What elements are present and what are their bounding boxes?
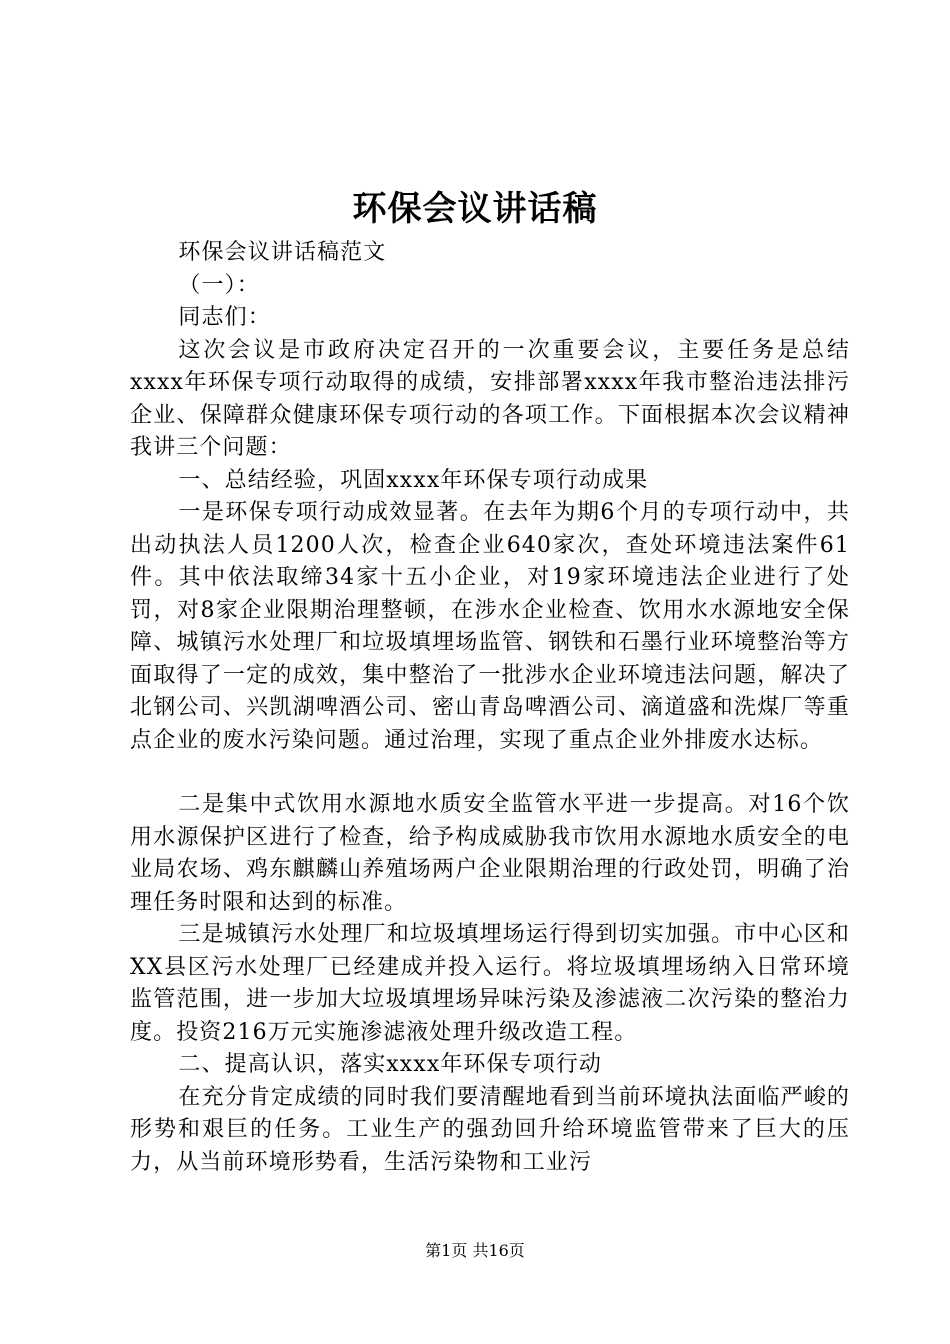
section-marker-paragraph: （一）： [178, 272, 260, 298]
document-body [130, 237, 850, 1179]
document-title: 环保会议讲话稿 [352, 189, 598, 229]
salutation-paragraph: 同志们： [178, 305, 271, 330]
subtitle-paragraph: 环保会议讲话稿范文 [178, 240, 387, 265]
page-number-footer: 第1页 共16页 [425, 1241, 525, 1260]
achievement-two-paragraph: 二是集中式饮用水源地水质安全监管水平进一步提高。对16个饮用水源保护区进行了检查，给予构成威胁我市饮用水源地水质安全的电业局农场、鸡东麒麟山养殖场两户企业限期治理的行政处罚，明确了治理任务时限和达到的标准。 [130, 792, 850, 915]
intro-paragraph: 这次会议是市政府决定召开的一次重要会议，主要任务是总结xxxx年环保专项行动取得的成绩，安排部署xxxx年我市整治违法排污企业、保障群众健康环保专项行动的各项工作。下面根据本次会议精神我讲三个问题： [130, 337, 850, 460]
achievement-one-paragraph: 一是环保专项行动成效显著。在去年为期6个月的专项行动中，共出动执法人员1200人次，检查企业640家次，查处环境违法案件61件。其中依法取缔34家十五小企业，对19家环境违法企业进行了处罚，对8家企业限期治理整顿，在涉水企业检查、饮用水水源地安全保障、城镇污水处理厂和垃圾填埋场监管、钢铁和石墨行业环境整治等方面取得了一定的成效，集中整治了一批涉水企业环境违法问题，解决了北钢公司、兴凯湖啤酒公司、密山青岛啤酒公司、滴道盛和洗煤厂等重点企业的废水污染问题。通过治理，实现了重点企业外排废水达标。 [130, 500, 850, 753]
achievement-three-paragraph: 三是城镇污水处理厂和垃圾填埋场运行得到切实加强。市中心区和XX县区污水处理厂已经建成并投入运行。将垃圾填埋场纳入日常环境监管范围，进一步加大垃圾填埋场异味污染及渗滤液二次污染的整治力度。投资216万元实施渗滤液处理升级改造工程。 [130, 922, 850, 1045]
heading-two-paragraph: 二、提高认识，落实xxxx年环保专项行动 [178, 1052, 603, 1077]
situation-paragraph: 在充分肯定成绩的同时我们要清醒地看到当前环境执法面临严峻的形势和艰巨的任务。工业生产的强劲回升给环境监管带来了巨大的压力，从当前环境形势看，生活污染物和工业污 [130, 1084, 850, 1175]
heading-one-paragraph: 一、总结经验，巩固xxxx年环保专项行动成果 [178, 467, 649, 493]
